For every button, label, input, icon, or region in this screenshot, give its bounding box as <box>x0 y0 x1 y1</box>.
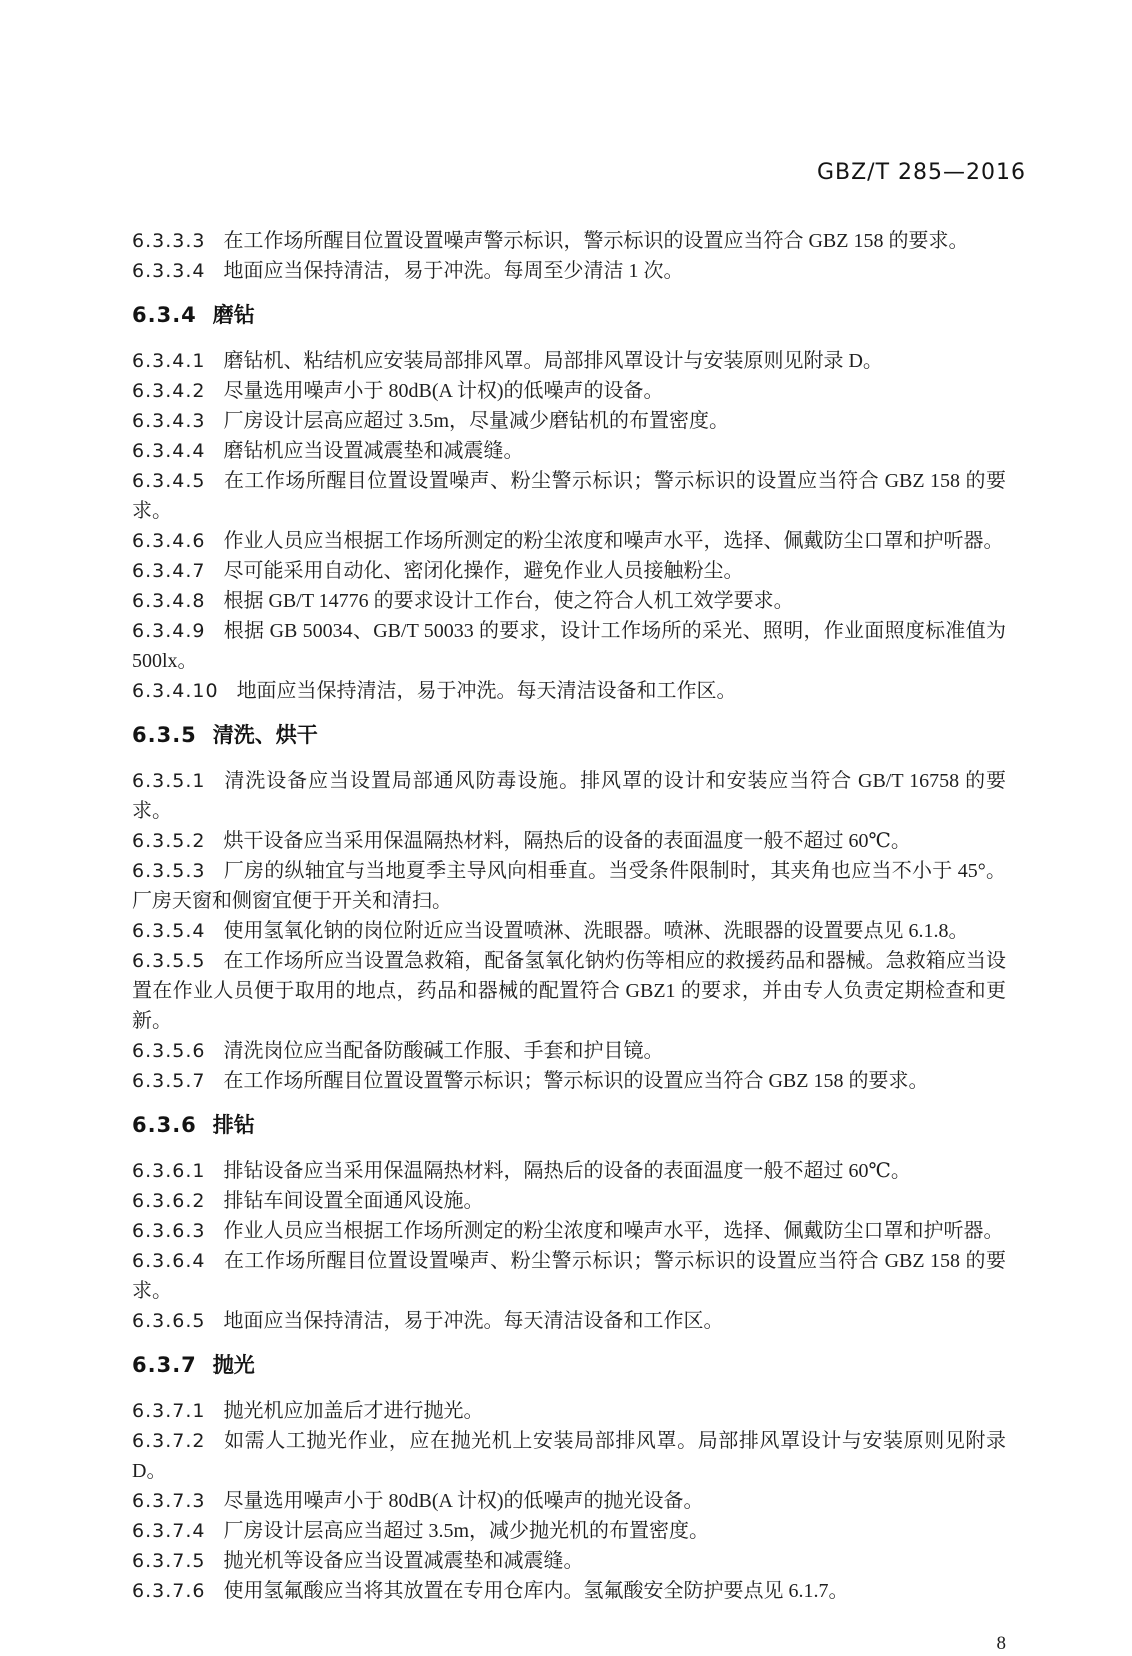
clause-text: 厂房设计层高应超过 3.5m，尽量减少磨钻机的布置密度。 <box>223 410 730 432</box>
clause-number: 6.3.6.5 <box>132 1310 206 1332</box>
clause-text: 作业人员应当根据工作场所测定的粉尘浓度和噪声水平，选择、佩戴防尘口罩和护听器。 <box>223 530 1004 552</box>
clause-text: 作业人员应当根据工作场所测定的粉尘浓度和噪声水平，选择、佩戴防尘口罩和护听器。 <box>223 1220 1004 1242</box>
clause <box>132 376 1006 406</box>
clause-text: 排钻车间设置全面通风设施。 <box>223 1190 484 1212</box>
clause-text: 磨钻机、粘结机应安装局部排风罩。局部排风罩设计与安装原则见附录 D。 <box>223 350 883 372</box>
clause-number: 6.3.4.5 <box>132 470 206 492</box>
clause <box>132 436 1006 466</box>
clause <box>132 1516 1006 1546</box>
clause-text: 厂房的纵轴宜与当地夏季主导风向相垂直。当受条件限制时，其夹角也应当不小于 45°。厂房天窗和侧窗宜便于开关和清扫。 <box>132 860 1006 912</box>
clause-number: 6.3.5.1 <box>132 770 206 792</box>
clause-number: 6.3.6.4 <box>132 1250 206 1272</box>
page-number: 8 <box>996 1633 1006 1654</box>
clause-text: 地面应当保持清洁，易于冲洗。每周至少清洁 1 次。 <box>223 260 684 282</box>
clause <box>132 586 1006 616</box>
clause-text: 清洗设备应当设置局部通风防毒设施。排风罩的设计和安装应当符合 GB/T 16758 的要求。 <box>132 770 1006 822</box>
clause-text: 清洗岗位应当配备防酸碱工作服、手套和护目镜。 <box>223 1040 664 1062</box>
clause <box>132 1036 1006 1066</box>
clause <box>132 1576 1006 1606</box>
clause <box>132 916 1006 946</box>
clause-text: 烘干设备应当采用保温隔热材料，隔热后的设备的表面温度一般不超过 60℃。 <box>223 830 911 852</box>
section-heading <box>132 300 1006 330</box>
clause-number: 6.3.7.5 <box>132 1550 206 1572</box>
clause-number: 6.3.6.2 <box>132 1190 206 1212</box>
clause-number: 6.3.5.2 <box>132 830 206 852</box>
section-title: 磨钻 <box>212 303 255 327</box>
clause <box>132 856 1006 916</box>
clause-number: 6.3.5.7 <box>132 1070 206 1092</box>
clause-number: 6.3.5.3 <box>132 860 206 882</box>
clause <box>132 466 1006 526</box>
clause-number: 6.3.5.5 <box>132 950 206 972</box>
clause <box>132 1246 1006 1306</box>
clause-text: 地面应当保持清洁，易于冲洗。每天清洁设备和工作区。 <box>236 680 737 702</box>
clause-number: 6.3.7.4 <box>132 1520 206 1542</box>
clause-text: 根据 GB 50034、GB/T 50033 的要求，设计工作场所的采光、照明，作业面照度标准值为 500lx。 <box>132 620 1006 672</box>
clause-text: 在工作场所醒目位置设置噪声、粉尘警示标识；警示标识的设置应当符合 GBZ 158 的要求。 <box>132 1250 1006 1302</box>
clause-number: 6.3.5.4 <box>132 920 206 942</box>
clause-number: 6.3.3.3 <box>132 230 206 252</box>
page-footer <box>0 1632 1132 1656</box>
clause-number: 6.3.5.6 <box>132 1040 206 1062</box>
clause <box>132 1396 1006 1426</box>
clause <box>132 526 1006 556</box>
section-heading <box>132 1110 1006 1140</box>
clause-text: 磨钻机应当设置减震垫和减震缝。 <box>223 440 524 462</box>
clause-number: 6.3.7.3 <box>132 1490 206 1512</box>
clause <box>132 946 1006 1036</box>
clause <box>132 1186 1006 1216</box>
clause-text: 根据 GB/T 14776 的要求设计工作台，使之符合人机工效学要求。 <box>223 590 794 612</box>
clause-number: 6.3.4.8 <box>132 590 206 612</box>
clause-text: 尽量选用噪声小于 80dB(A 计权)的低噪声的抛光设备。 <box>223 1490 704 1512</box>
clause-text: 抛光机应加盖后才进行抛光。 <box>223 1400 484 1422</box>
clause-text: 在工作场所醒目位置设置警示标识；警示标识的设置应当符合 GBZ 158 的要求。 <box>223 1070 929 1092</box>
clause-text: 尽量选用噪声小于 80dB(A 计权)的低噪声的设备。 <box>223 380 664 402</box>
clause-text: 排钻设备应当采用保温隔热材料，隔热后的设备的表面温度一般不超过 60℃。 <box>223 1160 911 1182</box>
clause-text: 抛光机等设备应当设置减震垫和减震缝。 <box>223 1550 584 1572</box>
section-number: 6.3.7 <box>132 1353 197 1377</box>
clause-number: 6.3.4.4 <box>132 440 206 462</box>
clause-number: 6.3.4.1 <box>132 350 206 372</box>
clause-number: 6.3.6.1 <box>132 1160 206 1182</box>
section-title: 排钻 <box>212 1113 255 1137</box>
clause <box>132 1216 1006 1246</box>
clause-text: 厂房设计层高应当超过 3.5m，减少抛光机的布置密度。 <box>223 1520 710 1542</box>
section-heading <box>132 1350 1006 1380</box>
clause <box>132 616 1006 676</box>
clause <box>132 256 1006 286</box>
clause <box>132 1426 1006 1486</box>
clause <box>132 1156 1006 1186</box>
clause <box>132 1546 1006 1576</box>
clause <box>132 826 1006 856</box>
clause <box>132 1486 1006 1516</box>
clause-text: 使用氢氟酸应当将其放置在专用仓库内。氢氟酸安全防护要点见 6.1.7。 <box>223 1580 849 1602</box>
clause <box>132 1306 1006 1336</box>
clause-number: 6.3.7.1 <box>132 1400 206 1422</box>
clause-text: 如需人工抛光作业，应在抛光机上安装局部排风罩。局部排风罩设计与安装原则见附录 D。 <box>132 1430 1006 1482</box>
clause-text: 在工作场所醒目位置设置噪声、粉尘警示标识；警示标识的设置应当符合 GBZ 158 的要求。 <box>132 470 1006 522</box>
clause-text: 使用氢氧化钠的岗位附近应当设置喷淋、洗眼器。喷淋、洗眼器的设置要点见 6.1.8。 <box>223 920 969 942</box>
clause-text: 在工作场所醒目位置设置噪声警示标识，警示标识的设置应当符合 GBZ 158 的要求。 <box>223 230 969 252</box>
section-number: 6.3.6 <box>132 1113 197 1137</box>
clause-text: 在工作场所应当设置急救箱，配备氢氧化钠灼伤等相应的救援药品和器械。急救箱应当设置在作业人员便于取用的地点，药品和器械的配置符合 GBZ1 的要求，并由专人负责定期检查和更新。 <box>132 950 1006 1032</box>
clause-number: 6.3.3.4 <box>132 260 206 282</box>
clause-number: 6.3.7.6 <box>132 1580 206 1602</box>
clause <box>132 1066 1006 1096</box>
clause <box>132 226 1006 256</box>
clause-number: 6.3.4.10 <box>132 680 219 702</box>
section-number: 6.3.5 <box>132 723 197 747</box>
clause-number: 6.3.4.9 <box>132 620 206 642</box>
clause <box>132 406 1006 436</box>
clause <box>132 766 1006 826</box>
clause-number: 6.3.4.3 <box>132 410 206 432</box>
clause-number: 6.3.4.2 <box>132 380 206 402</box>
section-number: 6.3.4 <box>132 303 197 327</box>
clause-number: 6.3.4.6 <box>132 530 206 552</box>
clause-text: 地面应当保持清洁，易于冲洗。每天清洁设备和工作区。 <box>223 1310 724 1332</box>
clause-text: 尽可能采用自动化、密闭化操作，避免作业人员接触粉尘。 <box>223 560 744 582</box>
clause-number: 6.3.7.2 <box>132 1430 206 1452</box>
section-heading <box>132 720 1006 750</box>
clause <box>132 676 1006 706</box>
standard-number: GBZ/T 285—2016 <box>816 160 1026 185</box>
clause-number: 6.3.4.7 <box>132 560 206 582</box>
section-title: 清洗、烘干 <box>212 723 318 747</box>
clause <box>132 346 1006 376</box>
document-body <box>0 226 1132 1606</box>
clause <box>132 556 1006 586</box>
clause-number: 6.3.6.3 <box>132 1220 206 1242</box>
page-header <box>0 0 1132 186</box>
section-title: 抛光 <box>212 1353 255 1377</box>
